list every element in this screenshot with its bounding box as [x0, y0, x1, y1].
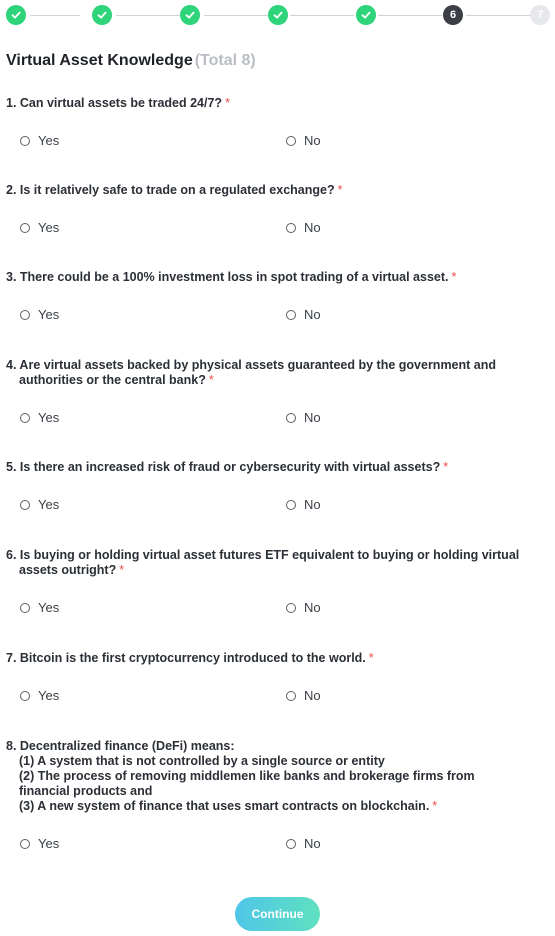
question-line: (1) A system that is not controlled by a single source or entity [19, 754, 385, 768]
radio-circle-icon [286, 223, 296, 233]
required-asterisk: * [368, 651, 374, 665]
answer-options [6, 600, 546, 618]
radio-circle-icon [286, 691, 296, 701]
answer-yes-label: Yes [38, 410, 60, 425]
question-line: 7. Bitcoin is the first cryptocurrency introduced to the world. [6, 651, 366, 665]
step-connector [466, 15, 530, 16]
answer-options [6, 220, 546, 238]
step-connector [204, 15, 268, 16]
required-asterisk: * [225, 96, 230, 110]
answer-no-radio[interactable] [286, 307, 321, 322]
step-2-complete [92, 5, 112, 25]
step-connector [30, 15, 80, 16]
answer-no-radio[interactable] [286, 497, 321, 512]
required-asterisk: * [119, 563, 125, 577]
answer-yes-radio[interactable] [20, 836, 59, 851]
question-line: (3) A new system of finance that uses smart contracts on blockchain. [19, 799, 430, 813]
radio-circle-icon [286, 310, 296, 320]
question-line: financial products and [19, 784, 153, 798]
answer-options [6, 836, 546, 854]
check-icon [10, 9, 22, 21]
answer-no-radio[interactable] [286, 688, 321, 703]
answer-no-label: No [304, 410, 321, 425]
question-text [6, 460, 546, 475]
answer-no-label: No [304, 220, 321, 235]
question-text [6, 270, 546, 285]
question-text [6, 739, 546, 814]
step-7-upcoming: 7 [530, 5, 550, 25]
question-text [6, 358, 546, 388]
question-line: 3. There could be a 100% investment loss in spot trading of a virtual asset. [6, 270, 449, 284]
answer-yes-radio[interactable] [20, 600, 59, 615]
radio-circle-icon [286, 500, 296, 510]
answer-yes-label: Yes [38, 600, 60, 615]
answer-no-radio[interactable] [286, 133, 321, 148]
answer-yes-radio[interactable] [20, 307, 59, 322]
question-line: 4. Are virtual assets backed by physical assets guaranteed by the government and [6, 358, 497, 372]
page-title [6, 52, 256, 70]
step-4-complete [268, 5, 288, 25]
answer-yes-label: Yes [38, 836, 60, 851]
required-asterisk: * [432, 799, 438, 813]
question-text [6, 96, 546, 111]
question-text [6, 651, 546, 666]
answer-options [6, 133, 546, 151]
answer-yes-label: Yes [38, 307, 60, 322]
answer-no-radio[interactable] [286, 410, 321, 425]
answer-options [6, 688, 546, 706]
answer-yes-label: Yes [38, 497, 60, 512]
answer-no-radio[interactable] [286, 600, 321, 615]
radio-circle-icon [20, 603, 30, 613]
radio-circle-icon [286, 136, 296, 146]
step-connector [290, 15, 354, 16]
answer-no-radio[interactable] [286, 220, 321, 235]
answer-yes-label: Yes [38, 220, 60, 235]
question-8 [6, 739, 546, 854]
radio-circle-icon [286, 603, 296, 613]
question-text [6, 183, 546, 198]
required-asterisk: * [443, 460, 449, 474]
answer-yes-radio[interactable] [20, 688, 59, 703]
answer-yes-radio[interactable] [20, 497, 59, 512]
radio-circle-icon [20, 691, 30, 701]
radio-circle-icon [20, 223, 30, 233]
step-1-complete [6, 5, 26, 25]
question-7 [6, 651, 546, 706]
radio-circle-icon [20, 413, 30, 423]
required-asterisk: * [451, 270, 457, 284]
step-connector [378, 15, 442, 16]
check-icon [184, 9, 196, 21]
radio-circle-icon [20, 136, 30, 146]
question-line: 5. Is there an increased risk of fraud or cybersecurity with virtual assets? [6, 460, 441, 474]
answer-yes-label: Yes [38, 133, 60, 148]
question-line: 1. Can virtual assets be traded 24/7? [6, 96, 223, 110]
question-6 [6, 548, 546, 618]
answer-no-label: No [304, 836, 321, 851]
radio-circle-icon [20, 310, 30, 320]
radio-circle-icon [20, 839, 30, 849]
answer-yes-radio[interactable] [20, 410, 59, 425]
radio-circle-icon [20, 500, 30, 510]
answer-no-label: No [304, 600, 321, 615]
check-icon [96, 9, 108, 21]
step-3-complete [180, 5, 200, 25]
answer-options [6, 410, 546, 428]
answer-options [6, 307, 546, 325]
question-2 [6, 183, 546, 238]
question-5 [6, 460, 546, 515]
question-line: assets outright? [19, 563, 117, 577]
step-6-current: 6 [443, 5, 463, 25]
progress-stepper [6, 5, 550, 27]
question-line: (2) The process of removing middlemen like banks and brokerage firms from [19, 769, 475, 783]
step-connector [116, 15, 180, 16]
answer-no-label: No [304, 307, 321, 322]
check-icon [272, 9, 284, 21]
page-title-text: Virtual Asset Knowledge [6, 52, 193, 69]
radio-circle-icon [286, 413, 296, 423]
answer-yes-label: Yes [38, 688, 60, 703]
check-icon [360, 9, 372, 21]
question-line: authorities or the central bank? [19, 373, 206, 387]
answer-yes-radio[interactable] [20, 220, 59, 235]
question-line: 6. Is buying or holding virtual asset futures ETF equivalent to buying or holding virtual [6, 548, 520, 562]
answer-no-radio[interactable] [286, 836, 321, 851]
answer-no-label: No [304, 133, 321, 148]
answer-no-label: No [304, 497, 321, 512]
question-text [6, 548, 546, 578]
required-asterisk: * [337, 183, 343, 197]
answer-no-label: No [304, 688, 321, 703]
required-asterisk: * [208, 373, 214, 387]
radio-circle-icon [286, 839, 296, 849]
answer-yes-radio[interactable] [20, 133, 59, 148]
question-total-count: (Total 8) [194, 52, 256, 69]
continue-button[interactable]: Continue [235, 897, 320, 931]
question-4 [6, 358, 546, 428]
question-3 [6, 270, 546, 325]
step-5-complete [356, 5, 376, 25]
question-1 [6, 96, 546, 151]
question-line: 2. Is it relatively safe to trade on a regulated exchange? [6, 183, 335, 197]
answer-options [6, 497, 546, 515]
question-line: 8. Decentralized finance (DeFi) means: [6, 739, 235, 753]
